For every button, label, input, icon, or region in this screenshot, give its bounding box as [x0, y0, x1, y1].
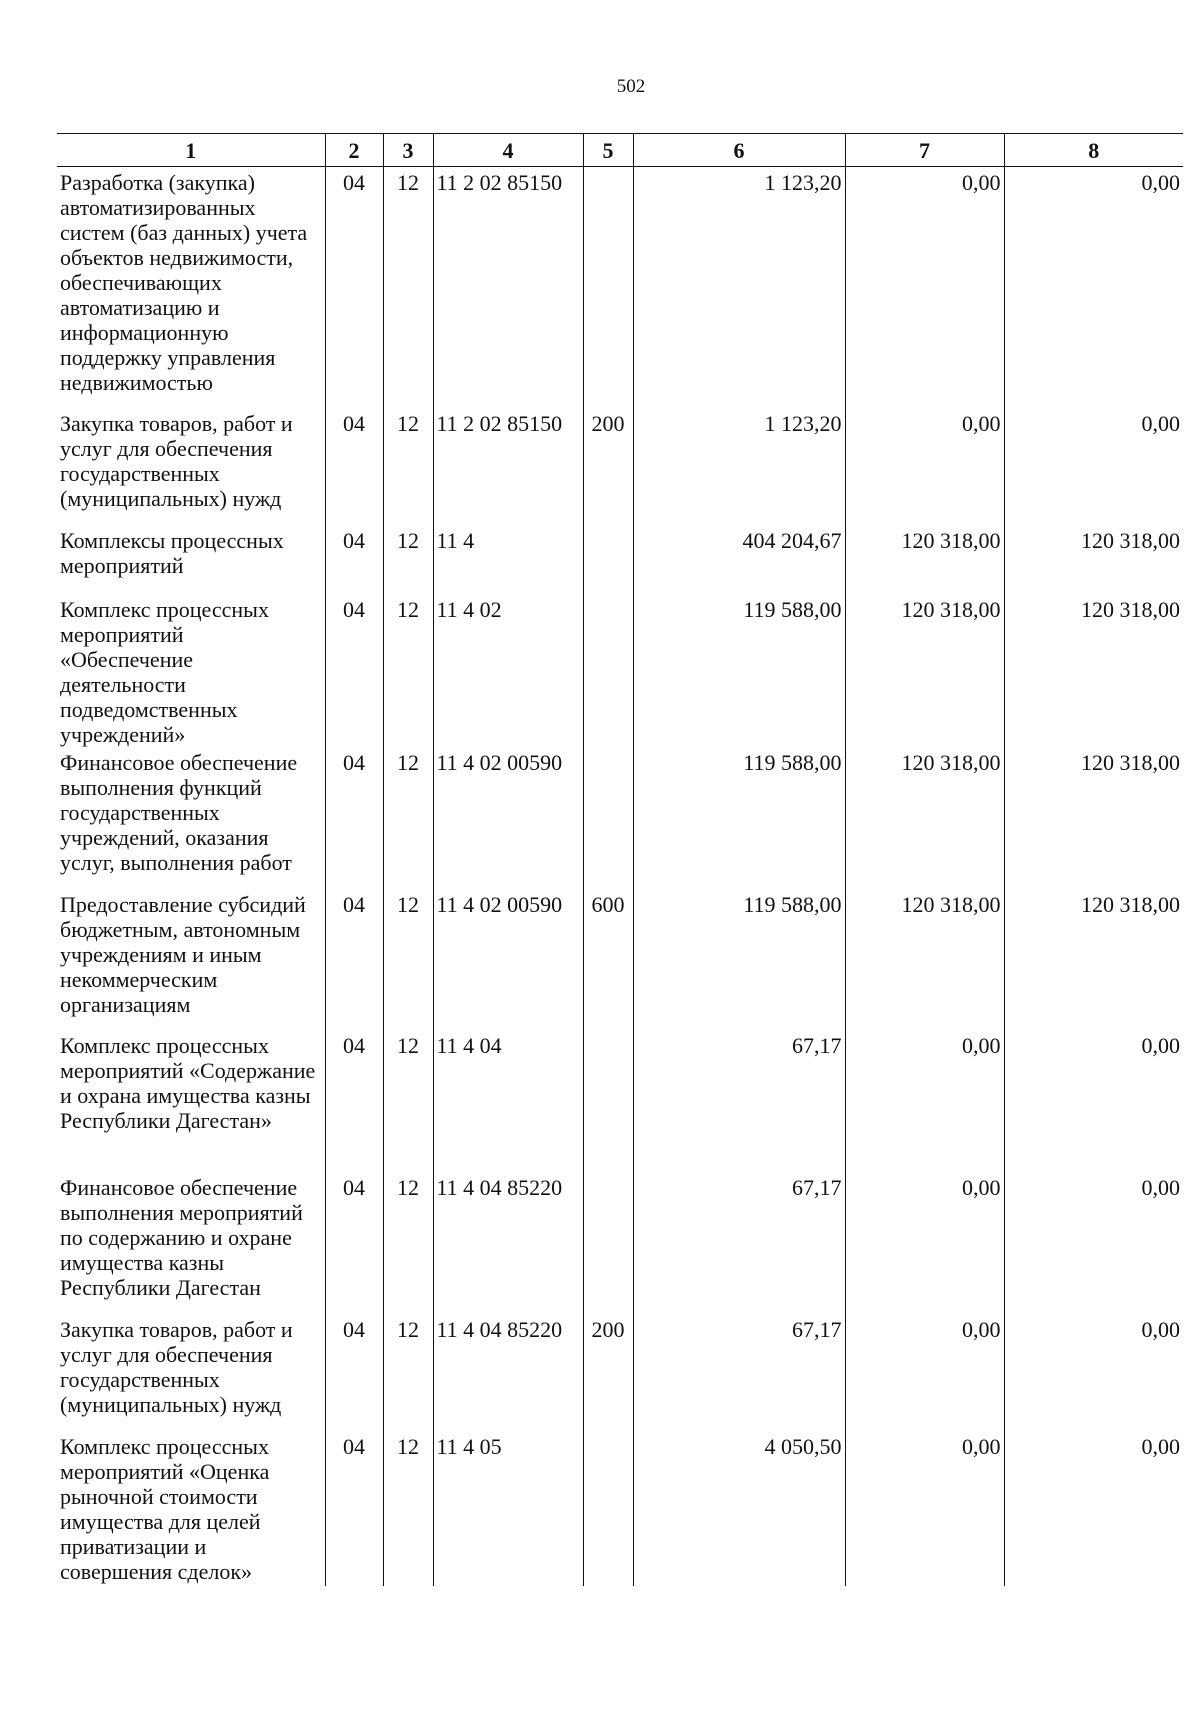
row-amount-col8: 120 318,00 [1004, 525, 1183, 594]
table-row [57, 1431, 1183, 1586]
table-row [57, 889, 1183, 1030]
row-section: 04 [325, 167, 383, 409]
row-subsection: 12 [383, 747, 433, 889]
row-name: Комплекс процессных мероприятий «Обеспечение деятельности подведомственных учреждений» [60, 597, 269, 747]
row-target-code: 11 2 02 85150 [433, 167, 583, 409]
header-col-5: 5 [583, 134, 633, 167]
row-expense-type: 200 [583, 408, 633, 525]
row-subsection: 12 [383, 889, 433, 1030]
table-row [57, 525, 1183, 594]
table-row [57, 408, 1183, 525]
header-col-6: 6 [633, 134, 845, 167]
table-row [57, 1030, 1183, 1172]
row-amount-col7: 0,00 [845, 1172, 1004, 1314]
row-amount-col6: 1 123,20 [633, 408, 845, 525]
row-amount-col6: 119 588,00 [633, 889, 845, 1030]
row-amount-col6: 4 050,50 [633, 1431, 845, 1586]
row-name: Финансовое обеспечение выполнения мероприятий по содержанию и охране имущества казны Республики Дагестан [60, 1175, 303, 1300]
row-name: Комплекс процессных мероприятий «Оценка рыночной стоимости имущества для целей приватизации и совершения сделок» [60, 1434, 270, 1584]
header-col-3: 3 [383, 134, 433, 167]
row-expense-type [583, 525, 633, 594]
header-col-2: 2 [325, 134, 383, 167]
row-target-code: 11 4 05 [433, 1431, 583, 1586]
row-name: Комплекс процессных мероприятий «Содержание и охрана имущества казны Республики Дагестан» [60, 1033, 316, 1133]
row-amount-col7: 0,00 [845, 167, 1004, 409]
row-expense-type [583, 594, 633, 747]
row-amount-col6: 67,17 [633, 1172, 845, 1314]
row-section: 04 [325, 889, 383, 1030]
row-name: Финансовое обеспечение выполнения функций государственных учреждений, оказания услуг, выполнения работ [60, 750, 298, 875]
table-row [57, 1314, 1183, 1431]
row-name: Разработка (закупка) автоматизированных систем (баз данных) учета объектов недвижимости, обеспечивающих автоматизацию и информационную поддержку управления недвижимостью [60, 170, 308, 395]
row-amount-col8: 120 318,00 [1004, 889, 1183, 1030]
row-subsection: 12 [383, 1314, 433, 1431]
row-amount-col6: 67,17 [633, 1314, 845, 1431]
row-subsection: 12 [383, 167, 433, 409]
row-amount-col6: 119 588,00 [633, 747, 845, 889]
header-col-8: 8 [1004, 134, 1183, 167]
row-name: Предоставление субсидий бюджетным, автономным учреждениям и иным некоммерческим организациям [60, 892, 306, 1017]
header-col-7: 7 [845, 134, 1004, 167]
row-section: 04 [325, 594, 383, 747]
row-target-code: 11 4 [433, 525, 583, 594]
table-row [57, 167, 1183, 409]
row-section: 04 [325, 408, 383, 525]
row-name: Комплексы процессных мероприятий [60, 528, 284, 578]
row-amount-col8: 0,00 [1004, 408, 1183, 525]
row-amount-col7: 0,00 [845, 1030, 1004, 1172]
row-subsection: 12 [383, 1030, 433, 1172]
row-section: 04 [325, 1431, 383, 1586]
row-subsection: 12 [383, 594, 433, 747]
row-amount-col7: 120 318,00 [845, 525, 1004, 594]
row-expense-type [583, 167, 633, 409]
table-header [57, 134, 1183, 167]
row-expense-type: 200 [583, 1314, 633, 1431]
row-amount-col8: 0,00 [1004, 1431, 1183, 1586]
table-row [57, 1172, 1183, 1314]
row-name: Закупка товаров, работ и услуг для обеспечения государственных (муниципальных) нужд [60, 411, 293, 511]
row-subsection: 12 [383, 1172, 433, 1314]
page-number: 502 [616, 76, 646, 97]
row-expense-type [583, 1431, 633, 1586]
row-amount-col7: 120 318,00 [845, 594, 1004, 747]
table-body [57, 167, 1183, 1587]
row-amount-col7: 120 318,00 [845, 889, 1004, 1030]
row-target-code: 11 4 02 00590 [433, 889, 583, 1030]
row-section: 04 [325, 1030, 383, 1172]
row-amount-col7: 0,00 [845, 1431, 1004, 1586]
row-expense-type [583, 1030, 633, 1172]
row-amount-col8: 0,00 [1004, 1314, 1183, 1431]
row-amount-col7: 0,00 [845, 1314, 1004, 1431]
row-amount-col6: 404 204,67 [633, 525, 845, 594]
row-amount-col8: 0,00 [1004, 1030, 1183, 1172]
row-amount-col8: 0,00 [1004, 1172, 1183, 1314]
row-section: 04 [325, 525, 383, 594]
table-row [57, 747, 1183, 889]
row-target-code: 11 4 02 [433, 594, 583, 747]
row-section: 04 [325, 1172, 383, 1314]
row-subsection: 12 [383, 525, 433, 594]
row-amount-col6: 119 588,00 [633, 594, 845, 747]
header-col-1: 1 [57, 134, 325, 167]
row-amount-col7: 120 318,00 [845, 747, 1004, 889]
row-amount-col6: 67,17 [633, 1030, 845, 1172]
row-amount-col8: 0,00 [1004, 167, 1183, 409]
row-section: 04 [325, 747, 383, 889]
row-subsection: 12 [383, 1431, 433, 1586]
row-target-code: 11 4 04 [433, 1030, 583, 1172]
row-target-code: 11 4 04 85220 [433, 1314, 583, 1431]
row-subsection: 12 [383, 408, 433, 525]
row-amount-col7: 0,00 [845, 408, 1004, 525]
row-amount-col6: 1 123,20 [633, 167, 845, 409]
header-row [57, 134, 1183, 167]
row-expense-type [583, 1172, 633, 1314]
row-amount-col8: 120 318,00 [1004, 594, 1183, 747]
row-target-code: 11 2 02 85150 [433, 408, 583, 525]
row-name: Закупка товаров, работ и услуг для обеспечения государственных (муниципальных) нужд [60, 1317, 293, 1417]
row-expense-type: 600 [583, 889, 633, 1030]
row-target-code: 11 4 02 00590 [433, 747, 583, 889]
header-col-4: 4 [433, 134, 583, 167]
row-target-code: 11 4 04 85220 [433, 1172, 583, 1314]
row-amount-col8: 120 318,00 [1004, 747, 1183, 889]
budget-table [57, 133, 1183, 1586]
table-row [57, 594, 1183, 747]
row-section: 04 [325, 1314, 383, 1431]
row-expense-type [583, 747, 633, 889]
